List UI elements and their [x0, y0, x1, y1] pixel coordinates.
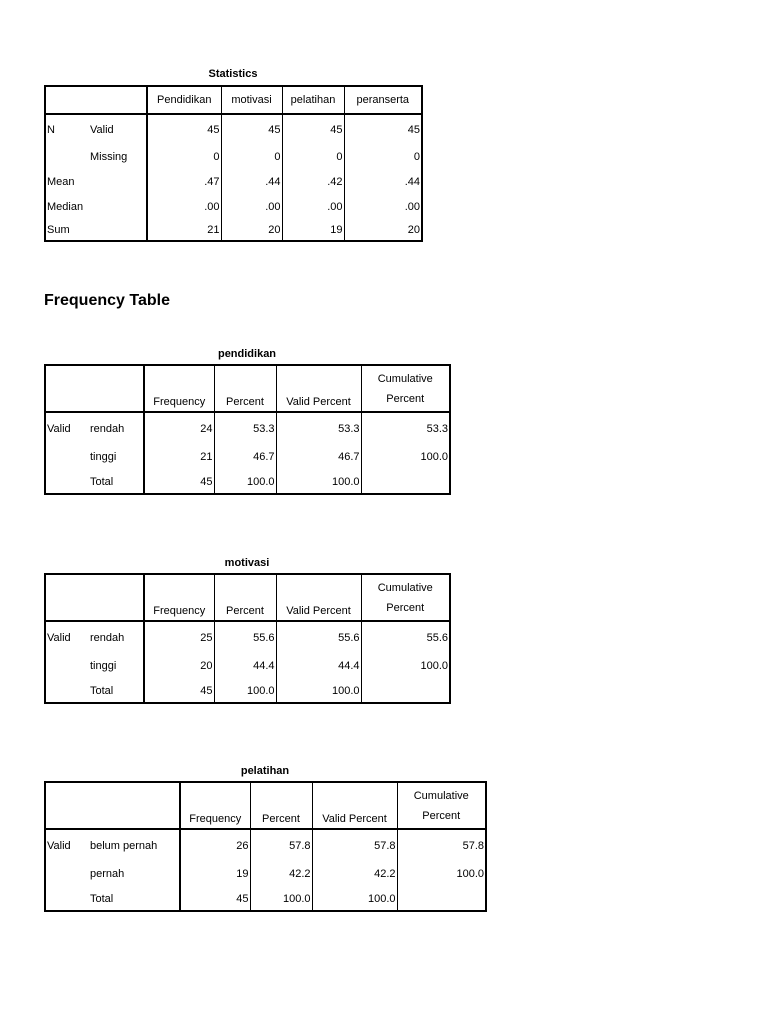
percent-header: Percent [214, 365, 276, 412]
frequency-header: Frequency [144, 365, 214, 412]
cell-value: .44 [404, 175, 420, 188]
category-label: rendah [89, 412, 144, 444]
table-row [45, 470, 450, 494]
statistics-corner [45, 86, 147, 114]
cell-value: .00 [282, 194, 344, 219]
row-sublabel [89, 219, 147, 241]
table-row [45, 144, 422, 169]
valid-percent-cell: 100.0 [312, 887, 397, 911]
percent-cell: 100.0 [214, 679, 276, 703]
table-row [45, 829, 486, 861]
cumulative-cell: 53.3 [426, 422, 448, 435]
frequency-cell: 24 [144, 412, 214, 444]
cumulative-cell [361, 470, 450, 494]
freq-corner [45, 365, 144, 412]
percent-header: Percent [250, 782, 312, 829]
table-row [45, 679, 450, 703]
percent-cell: 57.8 [250, 829, 312, 861]
category-label: pernah [89, 861, 180, 887]
group-label: Valid [47, 422, 71, 435]
cumulative-header [361, 365, 450, 412]
table-row [45, 194, 422, 219]
cell-value: .00 [221, 194, 282, 219]
row-sublabel: Valid [89, 114, 147, 144]
cumulative-cell [397, 887, 486, 911]
group-label [45, 470, 89, 494]
cell-value: 0 [221, 144, 282, 169]
valid-percent-header: Valid Percent [276, 574, 361, 621]
cumulative-cell: 100.0 [456, 868, 484, 880]
table-row [45, 219, 422, 241]
motivasi-caption: motivasi [224, 557, 270, 569]
percent-cell: 100.0 [214, 470, 276, 494]
cell-value: .42 [282, 169, 344, 194]
row-label: Sum [47, 223, 70, 236]
table-row [45, 412, 450, 444]
cumulative-header [397, 782, 486, 829]
table-row [45, 621, 450, 653]
row-label: Median [47, 200, 84, 213]
percent-cell: 42.2 [250, 861, 312, 887]
row-label [45, 144, 89, 169]
frequency-cell: 45 [180, 887, 250, 911]
cell-value: 45 [282, 114, 344, 144]
cell-value: 20 [407, 223, 420, 236]
category-label: rendah [89, 621, 144, 653]
column-header: motivasi [221, 86, 282, 114]
cumulative-header-line1: Cumulative [377, 581, 433, 594]
cumulative-cell: 100.0 [420, 660, 448, 672]
row-label: Mean [47, 175, 75, 188]
percent-cell: 44.4 [214, 653, 276, 679]
frequency-cell: 21 [144, 444, 214, 470]
cumulative-header-line1: Cumulative [377, 372, 433, 385]
table-row [45, 444, 450, 470]
percent-cell: 53.3 [214, 412, 276, 444]
category-label: Total [89, 679, 144, 703]
group-label [45, 653, 89, 679]
table-row [45, 887, 486, 911]
group-label: Valid [47, 839, 71, 852]
cumulative-cell: 100.0 [420, 451, 448, 463]
frequency-cell: 19 [180, 861, 250, 887]
motivasi-table [44, 573, 451, 704]
valid-percent-cell: 100.0 [276, 470, 361, 494]
row-sublabel: Missing [89, 144, 147, 169]
frequency-cell: 45 [144, 679, 214, 703]
valid-percent-header: Valid Percent [312, 782, 397, 829]
frequency-cell: 25 [144, 621, 214, 653]
column-header: pelatihan [282, 86, 344, 114]
cumulative-cell: 57.8 [462, 839, 484, 852]
pelatihan-caption: pelatihan [240, 765, 290, 777]
row-sublabel [89, 194, 147, 219]
group-label [45, 887, 89, 911]
cell-value: 45 [147, 114, 221, 144]
pendidikan-caption: pendidikan [217, 348, 277, 360]
valid-percent-cell: 57.8 [312, 829, 397, 861]
cumulative-cell [361, 679, 450, 703]
cell-value: 0 [413, 150, 420, 163]
cell-value: 45 [407, 123, 420, 136]
table-row [45, 861, 486, 887]
percent-cell: 46.7 [214, 444, 276, 470]
frequency-cell: 26 [180, 829, 250, 861]
pendidikan-table [44, 364, 451, 495]
percent-cell: 100.0 [250, 887, 312, 911]
table-row [45, 114, 422, 144]
group-label [45, 444, 89, 470]
cumulative-header [361, 574, 450, 621]
category-label: belum pernah [89, 829, 180, 861]
statistics-table [44, 85, 423, 242]
cell-value: 20 [221, 219, 282, 241]
group-label: Valid [47, 631, 71, 644]
row-sublabel [89, 169, 147, 194]
category-label: Total [89, 887, 180, 911]
cell-value: 0 [147, 144, 221, 169]
table-row [45, 169, 422, 194]
valid-percent-cell: 53.3 [276, 412, 361, 444]
percent-cell: 55.6 [214, 621, 276, 653]
column-header: Pendidikan [147, 86, 221, 114]
valid-percent-cell: 44.4 [276, 653, 361, 679]
table-row [45, 653, 450, 679]
statistics-caption: Statistics [208, 68, 258, 80]
cumulative-header-line2: Percent [386, 392, 425, 405]
valid-percent-cell: 55.6 [276, 621, 361, 653]
cell-value: .44 [221, 169, 282, 194]
group-label [45, 679, 89, 703]
valid-percent-header: Valid Percent [276, 365, 361, 412]
frequency-cell: 20 [144, 653, 214, 679]
valid-percent-cell: 100.0 [276, 679, 361, 703]
pelatihan-table [44, 781, 487, 912]
group-label [45, 861, 89, 887]
cell-value: 45 [221, 114, 282, 144]
category-label: tinggi [89, 653, 144, 679]
freq-corner [45, 574, 144, 621]
cell-value: 21 [147, 219, 221, 241]
cell-value: 0 [282, 144, 344, 169]
cell-value: 19 [282, 219, 344, 241]
cumulative-cell: 55.6 [426, 631, 448, 644]
section-title: Frequency Table [44, 292, 170, 309]
row-label: N [47, 123, 55, 136]
cell-value: .00 [147, 194, 221, 219]
cumulative-header-line2: Percent [386, 601, 425, 614]
cumulative-header-line2: Percent [422, 809, 461, 822]
cumulative-header-line1: Cumulative [413, 789, 469, 802]
column-header: peranserta [356, 94, 410, 106]
frequency-cell: 45 [144, 470, 214, 494]
cell-value: .00 [404, 200, 420, 213]
category-label: Total [89, 470, 144, 494]
frequency-header: Frequency [144, 574, 214, 621]
cell-value: .47 [147, 169, 221, 194]
frequency-header: Frequency [180, 782, 250, 829]
valid-percent-cell: 42.2 [312, 861, 397, 887]
percent-header: Percent [214, 574, 276, 621]
valid-percent-cell: 46.7 [276, 444, 361, 470]
category-label: tinggi [89, 444, 144, 470]
freq-corner [45, 782, 180, 829]
